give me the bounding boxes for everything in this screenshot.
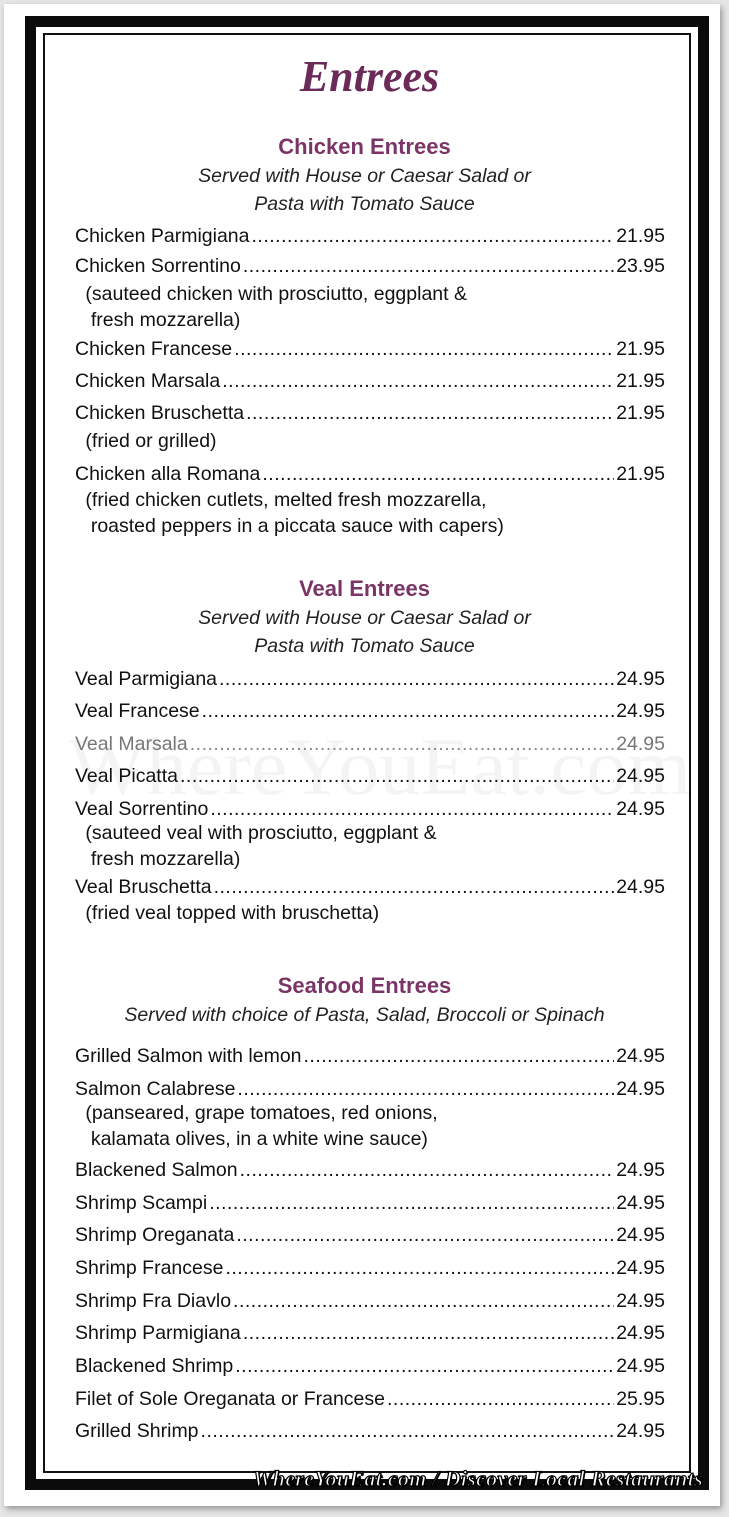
menu-item-blackened-shrimp — [75, 1352, 665, 1380]
dot-leader — [214, 873, 615, 901]
item-name: Shrimp Fra Diavlo — [75, 1290, 232, 1312]
menu-item-veal-sorrentino — [75, 795, 665, 823]
item-price: 24.95 — [616, 700, 665, 722]
dot-leader — [304, 1042, 615, 1070]
dot-leader — [262, 460, 614, 488]
menu-item-grilled-salmon — [75, 1042, 665, 1070]
dot-leader — [235, 1352, 614, 1380]
item-price: 24.95 — [616, 1224, 665, 1246]
item-description: (fried veal topped with bruschetta) — [80, 902, 380, 924]
menu-item-veal-marsala — [75, 730, 665, 758]
item-name: Shrimp Scampi — [75, 1192, 208, 1214]
menu-item-chicken-sorrentino — [75, 252, 665, 280]
menu-item-veal-picatta — [75, 762, 665, 790]
item-name: Blackened Salmon — [75, 1159, 238, 1181]
dot-leader — [225, 1254, 614, 1282]
item-price: 24.95 — [616, 1420, 665, 1442]
item-price: 24.95 — [616, 733, 665, 755]
dot-leader — [222, 367, 614, 395]
item-price: 24.95 — [616, 1322, 665, 1344]
item-name: Veal Francese — [75, 700, 200, 722]
menu-item-chicken-francese — [75, 335, 665, 363]
item-name: Shrimp Oreganata — [75, 1224, 235, 1246]
section-note-veal-line-2: Pasta with Tomato Sauce — [254, 635, 475, 657]
page-title: Entrees — [299, 52, 440, 101]
dot-leader — [234, 335, 614, 363]
item-name: Blackened Shrimp — [75, 1355, 234, 1377]
item-name: Chicken Parmigiana — [75, 225, 250, 247]
item-name: Filet of Sole Oreganata or Francese — [75, 1388, 385, 1410]
menu-item-veal-bruschetta — [75, 873, 665, 901]
item-name: Salmon Calabrese — [75, 1078, 236, 1100]
menu-item-shrimp-francese — [75, 1254, 665, 1282]
item-price: 21.95 — [616, 402, 665, 424]
item-description: (sauteed veal with prosciutto, eggplant & fresh mozzarella) — [85, 822, 437, 870]
dot-leader — [243, 252, 614, 280]
section-note-chicken-line-2: Pasta with Tomato Sauce — [254, 193, 475, 215]
item-price: 21.95 — [616, 338, 665, 360]
dot-leader — [240, 1156, 615, 1184]
dot-leader — [202, 697, 615, 725]
item-name: Veal Picatta — [75, 765, 178, 787]
item-description: (fried chicken cutlets, melted fresh mozzarella, roasted peppers in a piccata sauce with capers) — [85, 489, 504, 537]
dot-leader — [236, 1221, 614, 1249]
menu-item-chicken-marsala — [75, 367, 665, 395]
footer-credit: WhereYouEat.com / Discover Local Restaurants — [252, 1466, 703, 1491]
item-name: Chicken Sorrentino — [75, 255, 241, 277]
menu-item-shrimp-scampi — [75, 1189, 665, 1217]
dot-leader — [246, 399, 614, 427]
item-name: Shrimp Parmigiana — [75, 1322, 241, 1344]
menu-item-salmon-calabrese — [75, 1075, 665, 1103]
item-name: Chicken Francese — [75, 338, 233, 360]
item-name: Shrimp Francese — [75, 1257, 224, 1279]
section-title-veal: Veal Entrees — [299, 576, 430, 601]
item-price: 24.95 — [616, 1290, 665, 1312]
item-price: 21.95 — [616, 463, 665, 485]
item-price: 24.95 — [616, 1192, 665, 1214]
item-name: Veal Parmigiana — [75, 668, 218, 690]
item-price: 24.95 — [616, 765, 665, 787]
dot-leader — [252, 222, 615, 250]
item-price: 24.95 — [616, 1355, 665, 1377]
section-note-veal-line-1: Served with House or Caesar Salad or — [198, 607, 531, 629]
dot-leader — [237, 1075, 614, 1103]
item-description: (panseared, grape tomatoes, red onions, kalamata olives, in a white wine sauce) — [85, 1102, 438, 1150]
dot-leader — [201, 1417, 615, 1445]
item-name: Grilled Salmon with lemon — [75, 1045, 302, 1067]
item-price: 25.95 — [616, 1388, 665, 1410]
item-name: Chicken Bruschetta — [75, 402, 245, 424]
item-price: 21.95 — [616, 370, 665, 392]
menu-item-grilled-shrimp — [75, 1417, 665, 1445]
item-price: 24.95 — [616, 1257, 665, 1279]
menu-item-veal-francese — [75, 697, 665, 725]
menu-item-shrimp-oreganata — [75, 1221, 665, 1249]
item-name: Veal Sorrentino — [75, 798, 209, 820]
item-description: (fried or grilled) — [80, 430, 217, 452]
section-title-seafood: Seafood Entrees — [277, 973, 452, 998]
dot-leader — [387, 1385, 614, 1413]
dot-leader — [209, 1189, 614, 1217]
item-description: (sauteed chicken with prosciutto, eggplant & fresh mozzarella) — [85, 283, 467, 331]
item-price: 24.95 — [616, 1159, 665, 1181]
menu-item-veal-parmigiana — [75, 665, 665, 693]
item-price: 23.95 — [616, 255, 665, 277]
dot-leader — [233, 1287, 614, 1315]
item-price: 24.95 — [616, 798, 665, 820]
item-price: 24.95 — [616, 668, 665, 690]
menu-item-filet-of-sole — [75, 1385, 665, 1413]
dot-leader — [210, 795, 614, 823]
dot-leader — [190, 730, 614, 758]
section-note-seafood: Served with choice of Pasta, Salad, Broccoli or Spinach — [124, 1004, 605, 1026]
item-price: 24.95 — [616, 1045, 665, 1067]
item-price: 21.95 — [616, 225, 665, 247]
menu-item-shrimp-fra-diavlo — [75, 1287, 665, 1315]
item-name: Chicken alla Romana — [75, 463, 261, 485]
dot-leader — [243, 1319, 614, 1347]
menu-item-chicken-bruschetta — [75, 399, 665, 427]
dot-leader — [180, 762, 614, 790]
section-title-chicken: Chicken Entrees — [278, 134, 451, 159]
menu-item-chicken-parmigiana — [75, 222, 665, 250]
item-name: Veal Marsala — [75, 733, 188, 755]
item-price: 24.95 — [616, 876, 665, 898]
menu-item-chicken-alla-romana — [75, 460, 665, 488]
item-price: 24.95 — [616, 1078, 665, 1100]
dot-leader — [219, 665, 614, 693]
item-name: Veal Bruschetta — [75, 876, 212, 898]
menu-item-shrimp-parmigiana — [75, 1319, 665, 1347]
item-name: Grilled Shrimp — [75, 1420, 199, 1442]
item-name: Chicken Marsala — [75, 370, 221, 392]
section-note-chicken-line-1: Served with House or Caesar Salad or — [198, 165, 531, 187]
menu-item-blackened-salmon — [75, 1156, 665, 1184]
